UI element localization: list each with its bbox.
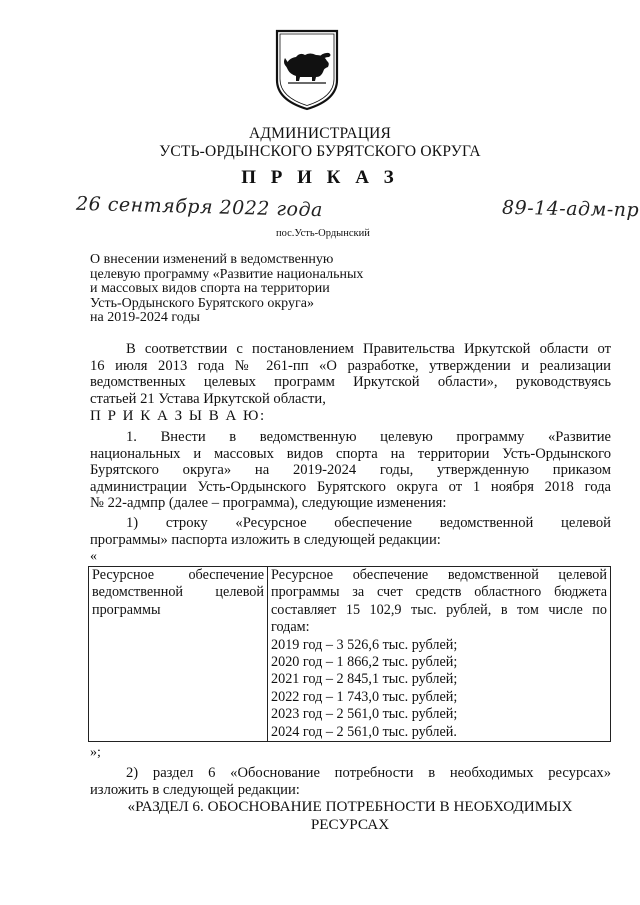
table-value-line: 2019 год – 3 526,6 тыс. рублей;	[271, 636, 458, 653]
subject-line: О внесении изменений в ведомственную	[90, 252, 334, 267]
paragraph-line: № 22-адмпр (далее – программа), следующие изменения:	[90, 495, 447, 512]
table-value-line: 2022 год – 1 743,0 тыс. рублей;	[271, 688, 458, 705]
paragraph-line: 1. Внести в ведомственную целевую программу «Развитие	[126, 429, 611, 445]
table-label-text: Ресурсное обеспечение ведомственной целевой программы	[92, 567, 264, 618]
handwritten-date: 26 сентября 2022 года	[75, 192, 324, 222]
section-6-title	[0, 798, 640, 833]
resource-table	[88, 566, 611, 742]
item-1-paragraph	[90, 429, 611, 512]
preamble-paragraph	[90, 341, 611, 407]
table-row	[89, 567, 611, 742]
subitem-1-paragraph	[90, 515, 611, 548]
closing-quote: »;	[90, 745, 101, 760]
order-keyword: П Р И К А З Ы В А Ю:	[90, 408, 266, 424]
subject-line: целевую программу «Развитие национальных	[90, 266, 364, 282]
subject-line: на 2019-2024 годы	[90, 310, 200, 326]
table-value-line: 2020 год – 1 866,2 тыс. рублей;	[271, 654, 458, 671]
paragraph-line: ведомственных целевых программ Иркутской области», руководствуясь	[90, 374, 611, 391]
table-value-line: 2023 год – 2 561,0 тыс. рублей;	[271, 706, 458, 723]
paragraph-line: национальных и массовых видов спорта на территории Усть-Ордынского	[90, 445, 611, 462]
paragraph-line: программы» паспорта изложить в следующей редакции:	[90, 531, 441, 548]
table-cell-value	[268, 567, 611, 742]
handwritten-document-number: 89-14-адм-пр	[501, 196, 640, 222]
table-value-line: 2024 год – 2 561,0 тыс. рублей.	[271, 723, 457, 740]
section-title-line: «РАЗДЕЛ 6. ОБОСНОВАНИЕ ПОТРЕБНОСТИ В НЕОБХОДИМЫХ	[127, 798, 573, 815]
paragraph-line: Бурятского округа» на 2019-2024 годы, утвержденную приказом	[90, 462, 611, 479]
paragraph-line: 16 июля 2013 года № 261-пп «О разработке, утверждении и реализации	[90, 357, 611, 374]
subitem-2-paragraph	[90, 765, 611, 798]
organization-name-line2: УСТЬ-ОРДЫНСКОГО БУРЯТСКОГО ОКРУГА	[159, 143, 481, 160]
section-title-line: РЕСУРСАХ	[310, 815, 390, 833]
settlement-name: пос.Усть-Ордынский	[276, 228, 370, 239]
paragraph-line: администрации Усть-Ордынского Бурятского округа от 1 ноября 2018 года	[90, 478, 611, 495]
paragraph-line: 2) раздел 6 «Обоснование потребности в необходимых ресурсах»	[126, 765, 611, 781]
document-subject	[90, 253, 363, 326]
document-type-title: П Р И К А З	[241, 167, 399, 188]
table-value-line: 2021 год – 2 845,1 тыс. рублей;	[271, 671, 458, 688]
paragraph-line: статьей 21 Устава Иркутской области,	[90, 390, 326, 407]
opening-quote: «	[90, 549, 97, 564]
coat-of-arms-emblem	[274, 28, 340, 112]
table-value-line: программы за счет средств областного бюджета	[271, 584, 607, 601]
paragraph-line: 1) строку «Ресурсное обеспечение ведомственной целевой	[126, 515, 611, 531]
paragraph-line: изложить в следующей редакции:	[90, 781, 300, 798]
table-value-line: годам:	[271, 619, 310, 636]
table-cell-label	[89, 567, 268, 742]
subject-line: Усть-Ордынского Бурятского округа»	[90, 295, 314, 311]
subject-line: и массовых видов спорта на территории	[90, 281, 330, 297]
paragraph-line: В соответствии с постановлением Правительства Иркутской области от	[126, 341, 611, 357]
organization-name-line1: АДМИНИСТРАЦИЯ	[248, 125, 392, 142]
table-value-line: Ресурсное обеспечение ведомственной целевой	[271, 567, 607, 583]
table-value-line: составляет 15 102,9 тыс. рублей, в том числе по	[271, 601, 607, 618]
